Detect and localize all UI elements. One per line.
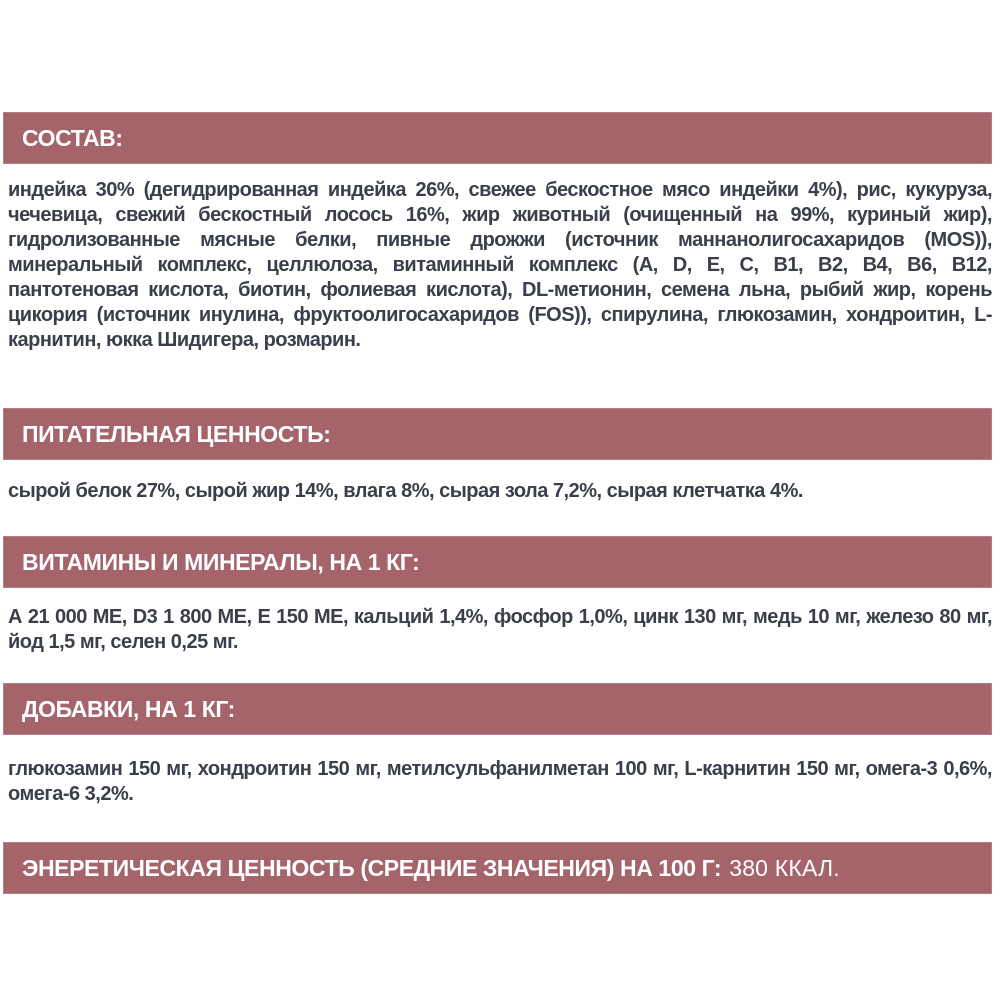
section-body-vitamins: А 21 000 МЕ, D3 1 800 МЕ, Е 150 МЕ, кальций 1,4%, фосфор 1,0%, цинк 130 мг, медь 10 мг, железо 80 мг, йод 1,5 мг, селен 0,25 мг. (8, 606, 992, 653)
energy-header-label: ЭНЕРЕТИЧЕСКАЯ ЦЕННОСТЬ (СРЕДНИЕ ЗНАЧЕНИЯ) НА 100 Г: (22, 854, 722, 881)
energy-value: 380 ККАЛ. (729, 854, 840, 881)
section-body-nutrition: сырой белок 27%, сырой жир 14%, влага 8%, сырая зола 7,2%, сырая клетчатка 4%. (8, 480, 803, 502)
section-header-energy (3, 842, 992, 894)
section-header-vitamins (3, 536, 992, 588)
section-header-label: СОСТАВ: (22, 124, 123, 151)
section-header-label: ПИТАТЕЛЬНАЯ ЦЕННОСТЬ: (22, 420, 331, 447)
section-header-label: ВИТАМИНЫ И МИНЕРАЛЫ, НА 1 КГ: (22, 548, 420, 575)
section-header-additives (3, 683, 992, 735)
section-body-composition: индейка 30% (дегидрированная индейка 26%, свежее бескостное мясо индейки 4%), рис, кукуруза, чечевица, свежий бескостный лосось 16%, жир животный (очищенный на 99%, куриный жир), гидролизованные мясные белки, пивные дрожжи (источник маннанолигосахаридов (MOS)), минеральный комплекс, целлюлоза, витаминный комплекс (A, D, E, C, B1, B2, B4, B6, B12, пантотеновая кислота, биотин, фолиевая кислота), DL-метионин, семена льна, рыбий жир, корень цикория (источник инулина, фруктоолигосахаридов (FOS)), спирулина, глюкозамин, хондроитин, L-карнитин, юкка Шидигера, розмарин. (8, 179, 992, 351)
section-header-composition (3, 112, 992, 164)
section-header-nutrition (3, 408, 992, 460)
section-body-additives: глюкозамин 150 мг, хондроитин 150 мг, метилсульфанилметан 100 мг, L-карнитин 150 мг, омега-3 0,6%, омега-6 3,2%. (8, 758, 992, 805)
section-header-label: ДОБАВКИ, НА 1 КГ: (22, 695, 235, 722)
